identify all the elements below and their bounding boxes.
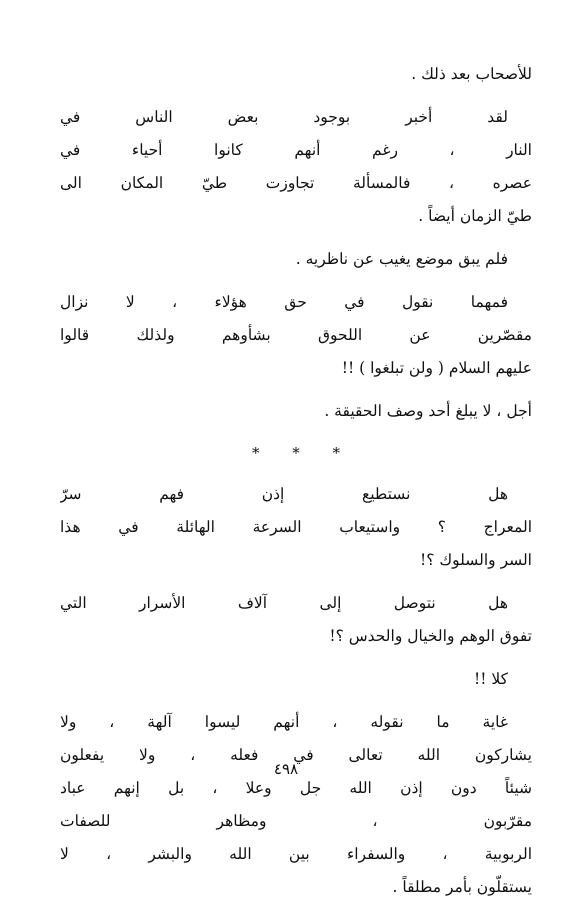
paragraph-start-line: كلا !! [473,670,508,688]
page-number: ٤٩٨ [273,760,299,778]
text-line: تفوق الوهم والخيال والحدس ؟! [329,627,532,645]
text-line: يشاركون الله تعالى في فعله ، ولا يفعلون [60,746,532,764]
text-line: عصره ، فالمسألة تجاوزت طيّ المكان الى [60,174,532,192]
text-line: للأصحاب بعد ذلك . [411,65,532,83]
paragraph-start-line: غاية ما نقوله ، أنهم ليسوا آلهة ، ولا [60,713,508,731]
paragraph-start-line: هل نستطيع إذن فهم سرّ [60,485,508,503]
text-line: الربوبية ، والسفراء بين الله والبشر ، لا [60,845,532,863]
paragraph-start-line: فمهما نقول في حق هؤلاء ، لا نزال [60,293,508,311]
text-line: السر والسلوك ؟! [420,551,532,569]
section-separator [60,438,532,468]
text-line: شيئاً دون إذن الله جل وعلا ، بل إنهم عباد [60,779,532,797]
paragraph-start-line: لقد أخبر بوجود بعض الناس في [60,108,508,126]
asterisk-ornament: * [292,444,300,462]
paragraph-start-line: فلم يبق موضع يغيب عن ناظريه . [295,250,508,268]
text-line: النار ، رغم أنهم كانوا أحياء في [60,141,532,159]
asterisk-ornament: * [332,444,341,462]
text-line: عليهم السلام ( ولن تبلغوا ) !! [341,359,532,377]
text-line: المعراج ؟ واستيعاب السرعة الهائلة في هذا [60,518,532,536]
text-line: مقصّرين عن اللحوق بشأوهم ولذلك قالوا [60,326,532,344]
paragraph-start-line: هل نتوصل إلى آلاف الأسرار التي [60,594,508,612]
asterisk-ornament: * [251,444,260,462]
text-line: يستقلّون بأمر مطلقاً . [392,878,532,896]
text-line: مقرّبون ، ومظاهر للصفات [60,812,532,830]
text-line: أجل ، لا يبلغ أحد وصف الحقيقة . [324,402,532,420]
text-line: طيّ الزمان أيضاً . [418,207,532,225]
